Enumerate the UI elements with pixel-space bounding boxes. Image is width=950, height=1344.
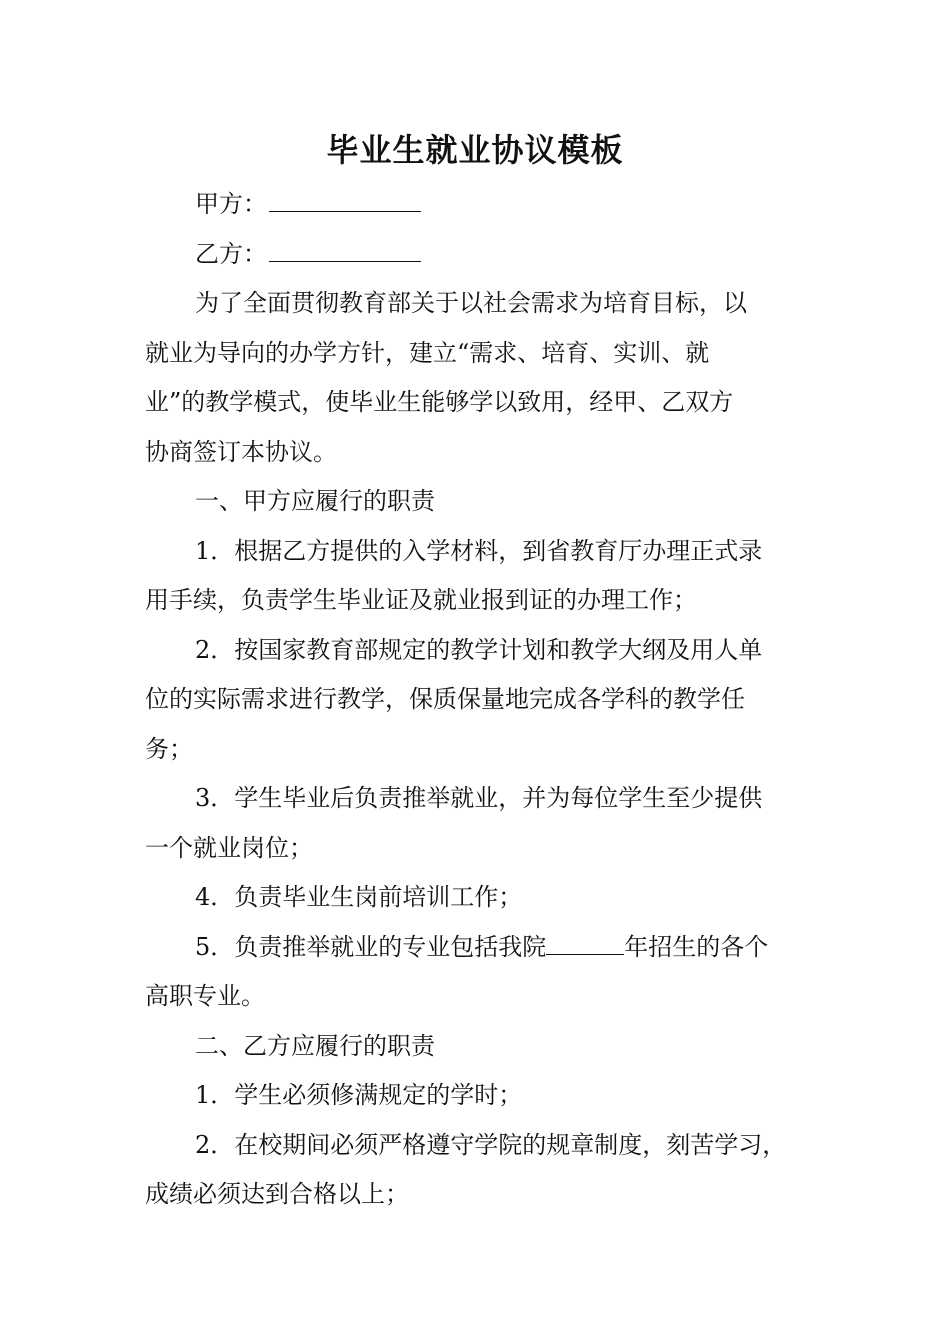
party-a-line xyxy=(145,180,810,230)
section1-item2-line-3: 务； xyxy=(145,734,193,763)
party-a-blank xyxy=(269,189,421,212)
section2-heading: 二、乙方应履行的职责 xyxy=(195,1031,435,1060)
section2-item1-line-1: 1．学生必须修满规定的学时； xyxy=(195,1081,523,1109)
party-b-line xyxy=(145,230,810,280)
intro-line-4: 协商签订本协议。 xyxy=(145,437,337,466)
section1-item2-line-2: 位的实际需求进行教学，保质保量地完成各学科的教学任 xyxy=(145,685,745,713)
section1-item5-text-b: 年招生的各个 xyxy=(624,932,769,961)
document-body xyxy=(145,180,810,1220)
section1-item4-line-1: 4．负责毕业生岗前培训工作； xyxy=(195,883,523,911)
party-b-blank xyxy=(269,239,421,262)
section1-item1-line-1: 1．根据乙方提供的入学材料，到省教育厅办理正式录 xyxy=(195,536,763,565)
section2-item2-line-2: 成绩必须达到合格以上； xyxy=(145,1180,409,1208)
section1-item1-line-2: 用手续，负责学生毕业证及就业报到证的办理工作； xyxy=(145,586,697,614)
section1-item5-line-1 xyxy=(145,923,810,973)
section1-item3-line-1: 3．学生毕业后负责推举就业，并为每位学生至少提供 xyxy=(195,784,763,812)
year-blank xyxy=(546,932,624,955)
intro-line-3: 业”的教学模式，使毕业生能够学以致用，经甲、乙双方 xyxy=(145,388,734,416)
intro-line-1: 为了全面贯彻教育部关于以社会需求为培育目标，以 xyxy=(195,289,747,317)
party-a-label: 甲方： xyxy=(195,190,267,218)
document-title: 毕业生就业协议模板 xyxy=(326,131,624,169)
section1-item5-text-a: 5．负责推举就业的专业包括我院 xyxy=(195,932,547,961)
section1-item2-line-1: 2．按国家教育部规定的教学计划和教学大纲及用人单 xyxy=(195,635,763,664)
section1-item3-line-2: 一个就业岗位； xyxy=(145,833,313,862)
section2-item2-line-1: 2．在校期间必须严格遵守学院的规章制度，刻苦学习， xyxy=(195,1130,787,1159)
section1-heading: 一、甲方应履行的职责 xyxy=(195,487,435,515)
party-b-label: 乙方： xyxy=(195,239,267,268)
intro-line-2: 就业为导向的办学方针，建立“需求、培育、实训、就 xyxy=(145,338,710,367)
section1-item5-line-2: 高职专业。 xyxy=(145,982,265,1010)
